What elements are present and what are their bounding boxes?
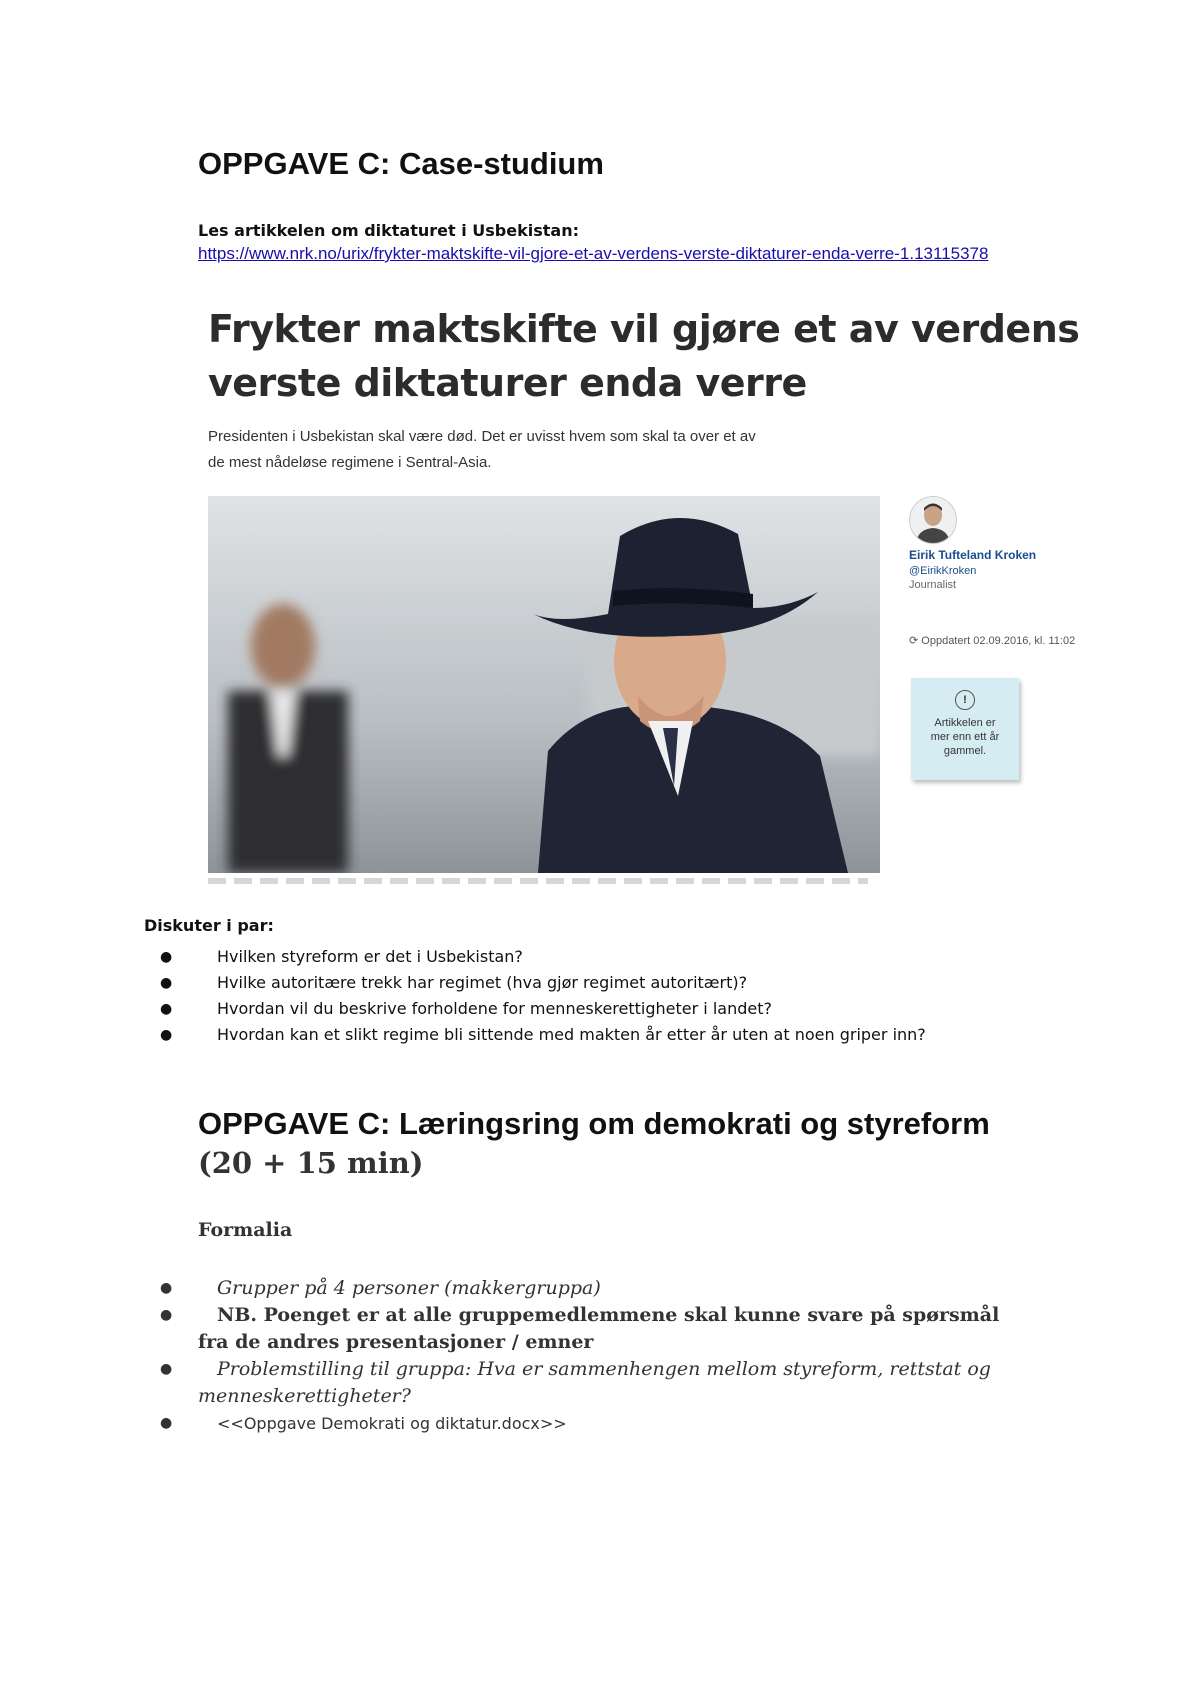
question-text: Hvilken styreform er det i Usbekistan? — [217, 947, 523, 966]
list-item — [0, 996, 926, 1022]
article-screenshot — [198, 290, 1168, 890]
article-lead-line2: de mest nådeløse regimene i Sentral-Asia. — [208, 454, 492, 471]
bullet-icon: ● — [160, 1415, 173, 1431]
discussion-list — [0, 944, 926, 1048]
clock-icon: ⟳ — [909, 635, 919, 647]
article-lead — [208, 424, 808, 476]
article-lead-line1: Presidenten i Usbekistan skal være død. Det er uvisst hvem som skal ta over et av — [208, 428, 756, 445]
author-handle[interactable]: @EirikKroken — [909, 565, 977, 577]
article-photo — [208, 496, 880, 873]
bullet-icon: ● — [160, 1001, 173, 1017]
section-title: OPPGAVE C: Case-studium — [198, 146, 604, 181]
question-text: Hvilke autoritære trekk har regimet (hva gjør regimet autoritært)? — [217, 973, 748, 992]
list-item — [0, 944, 926, 970]
photo-illustration — [208, 496, 880, 873]
avatar-icon — [910, 497, 956, 543]
bullet-icon: ● — [160, 1307, 173, 1323]
formalia-item-text: Problemstilling til gruppa: Hva er sammenhengen mellom styreform, rettstat og menneskerettigheter? — [198, 1358, 991, 1407]
author-role: Journalist — [909, 579, 957, 591]
article-link[interactable]: https://www.nrk.no/urix/frykter-maktskifte-vil-gjore-et-av-verdens-verste-diktaturer-enda-verre-1.13115378 — [198, 244, 989, 263]
list-item — [0, 1356, 1008, 1410]
formalia-heading: Formalia — [198, 1219, 293, 1241]
photo-caption — [208, 878, 868, 884]
section2-subtitle: (20 + 15 min) — [198, 1146, 424, 1180]
article-headline: Frykter maktskifte vil gjøre et av verdens verste diktaturer enda verre — [208, 307, 1080, 405]
list-item — [0, 970, 926, 996]
formalia-item-text: Grupper på 4 personer (makkergruppa) — [217, 1277, 601, 1299]
formalia-item-text: NB. Poenget er at alle gruppemedlemmene skal kunne svare på spørsmål fra de andres presentasjoner / emner — [198, 1304, 1000, 1353]
old-article-note-text: Artikkelen er mer enn ett år gammel. — [930, 717, 1000, 757]
bullet-icon: ● — [160, 975, 173, 991]
list-item — [0, 1275, 1027, 1302]
bullet-icon: ● — [160, 1361, 173, 1377]
question-text: Hvordan vil du beskrive forholdene for menneskerettigheter i landet? — [217, 999, 772, 1018]
document-link[interactable]: <<Oppgave Demokrati og diktatur.docx>> — [217, 1414, 567, 1433]
updated-timestamp — [909, 634, 1075, 647]
bullet-icon: ● — [160, 1280, 173, 1296]
list-item — [0, 1022, 926, 1048]
list-item — [0, 1302, 1008, 1356]
section2-title: OPPGAVE C: Læringsring om demokrati og styreform — [198, 1106, 990, 1141]
discussion-heading: Diskuter i par: — [144, 916, 274, 935]
intro-text: Les artikkelen om diktaturet i Usbekistan: — [198, 221, 579, 240]
question-text: Hvordan kan et slikt regime bli sittende med makten år etter år uten at noen griper inn? — [217, 1025, 926, 1044]
author-name[interactable]: Eirik Tufteland Kroken — [909, 548, 1037, 562]
formalia-list — [0, 1275, 1027, 1437]
author-avatar — [909, 496, 957, 544]
bullet-icon: ● — [160, 1027, 173, 1043]
updated-text: Oppdatert 02.09.2016, kl. 11:02 — [921, 635, 1076, 647]
info-icon: ! — [955, 690, 975, 710]
old-article-note — [911, 678, 1019, 780]
list-item — [0, 1410, 1027, 1437]
bullet-icon: ● — [160, 949, 173, 965]
